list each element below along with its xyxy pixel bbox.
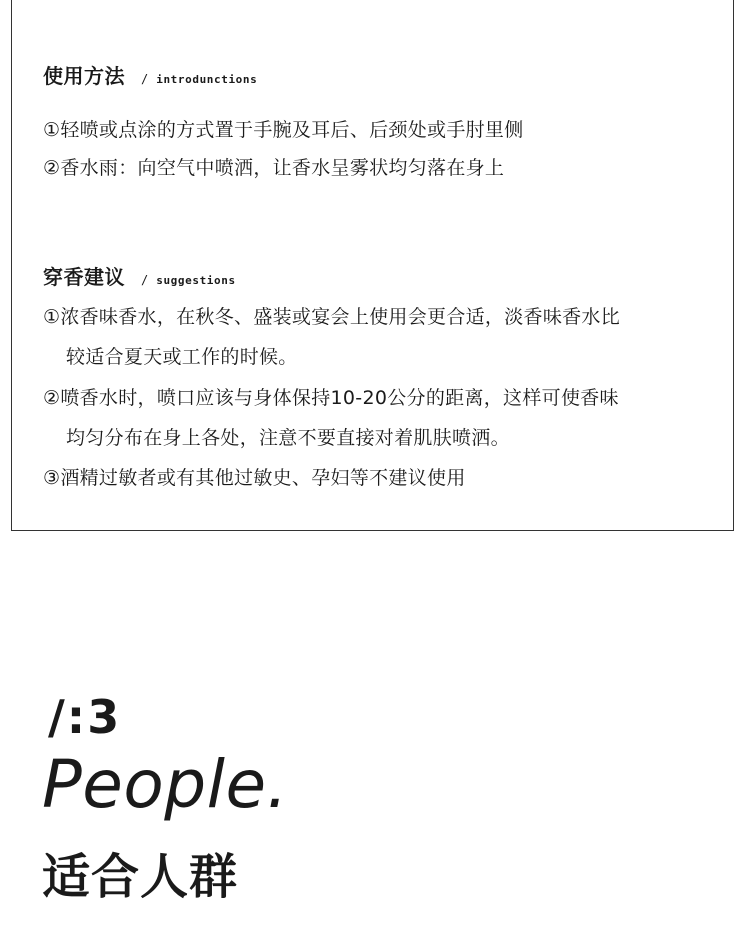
usage-slash: / bbox=[141, 72, 149, 86]
usage-heading bbox=[43, 60, 257, 89]
usage-title-en: introdunctions bbox=[156, 73, 258, 86]
suggestion-line-1: ①浓香味香水，在秋冬、盛装或宴会上使用会更合适，淡香味香水比 bbox=[43, 306, 621, 328]
suggestion-line-2: 较适合夏天或工作的时候。 bbox=[66, 346, 298, 368]
suggestion-line-4: 均匀分布在身上各处，注意不要直接对着肌肤喷洒。 bbox=[66, 427, 510, 449]
suggestions-heading bbox=[43, 261, 236, 290]
usage-line-1: ①轻喷或点涂的方式置于手腕及耳后、后颈处或手肘里侧 bbox=[43, 119, 524, 141]
section-number: /:3 bbox=[48, 690, 122, 744]
usage-line-2: ②香水雨：向空气中喷洒，让香水呈雾状均匀落在身上 bbox=[43, 157, 505, 179]
suggestions-slash: / bbox=[141, 273, 149, 287]
usage-title-zh: 使用方法 bbox=[43, 64, 125, 88]
people-title-zh: 适合人群 bbox=[42, 849, 239, 905]
suggestions-title-zh: 穿香建议 bbox=[43, 265, 125, 289]
suggestions-title-en: suggestions bbox=[156, 274, 236, 287]
suggestion-line-3: ②喷香水时，喷口应该与身体保持10-20公分的距离，这样可使香味 bbox=[43, 387, 619, 409]
suggestion-line-5: ③酒精过敏者或有其他过敏史、孕妇等不建议使用 bbox=[43, 467, 466, 489]
people-title-en: People. bbox=[42, 746, 289, 823]
